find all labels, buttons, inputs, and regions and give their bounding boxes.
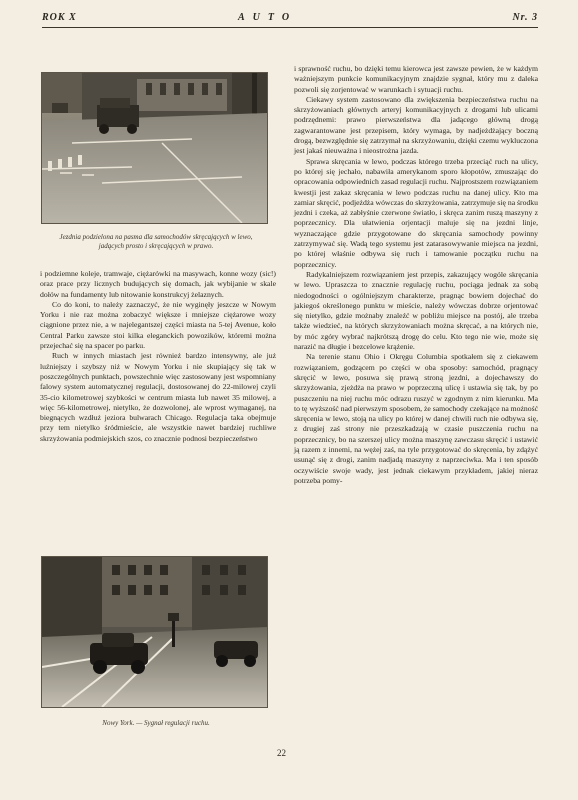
left-paragraph: Ruch w innych miastach jest również bardzo intensywny, ale już luźniejszy i szybszy niż w Nowym Yorku i nie skupiający się tak w poszczególnych punktach, powszechnie więc zastosowany jest wspomniany falowy system automatycznej regulacji, dostosowanej do 22-milowej czyli 35-cio kilometrowej szybkości w centrum miasta lub nawet 35 milowej, a więc 56-kilometrowej, nietylko, że dozwolonej, ale wprost wymaganej, na biegnących wzdłuż jeziora bulwarach Chicago. Regulacja taka obejmuje przy tem nietylko śródmieście, ale wszystkie nawet bardziej ruchliwe skrzyżowania podmiejskich szos, co znacznie podnosi bezpieczeństwo xyxy=(40,351,276,443)
header-rule xyxy=(42,27,538,28)
photo-lane-markings xyxy=(41,72,268,224)
header-issue: Nr. 3 xyxy=(512,12,538,23)
running-header xyxy=(42,12,538,26)
street-photo-image xyxy=(42,73,267,223)
left-column xyxy=(40,269,276,444)
page-number: 22 xyxy=(277,748,286,758)
right-paragraph: Ciekawy system zastosowano dla zwiększenia bezpieczeństwa ruchu na skrzyżowaniach głównych arteryj komunikacyjnych z drogami lub ulicami podrzędnemi: prawo pierwszeństwa dla jadącego główną drogą zagwarantowane jest przepisem, który wymaga, by nadjeżdżający boczną drogą, bezwzględnie się zatrzymał na skrzyżowaniu, dzięki czemu wykluczona jest jakaś nieuważna i nieostrożna jazda. xyxy=(294,94,538,156)
right-paragraph: Na terenie stanu Ohio i Okręgu Columbia spotkałem się z ciekawem rozwiązaniem, godzącem po części w oba sposoby: samochód, pragnący skręcić w lewo, posuwa się prawą stroną jezdni, a dojechawszy do skrzyżowania, zjeżdża na prawo w poprzeczną ulicę i ustawia się tak, by po puszczeniu na niej ruchu móc odrazu ruszyć w zgodnym z nim kierunku. Ma to tę wyższość nad pierwszym sposobem, że samochody czekające na możność skręcenia w lewo, stoją na ulicy po której w danej chwili ruch nie odbywa się, z drugiej zaś strony nie przeszkadzają w czasie puszczenia ruchu na poprzecznicy, bo na szerszej ulicy można maszynę zawczasu skręcić i ustawić ją razem z innemi, na wężej zaś, na tyle przygotować do skręcenia, by zdążyć usunąć się z drogi, zanim nadjadą maszyny z naprzeciwka. Ma i ten sposób oczywiście swoje wady, jest jednak ciekawym przykładem, jakiej nieraz potrzeba pomy- xyxy=(294,352,538,485)
figure2-caption: Nowy York. — Sygnał regulacji ruchu. xyxy=(102,719,210,727)
left-paragraph: i podziemne koleje, tramwaje, ciężarówki na masywach, konne wozy (sic!) oraz prace przy licznych budujących się domach, jak wybijanie w skale dołów na fundamenty lub nitowanie konstrukcyj żelaznych. xyxy=(40,269,276,299)
photo-new-york-signal xyxy=(41,556,268,708)
header-volume: ROK X xyxy=(42,12,77,23)
figure1-caption: Jezdnia podzielona na pasma dla samochodów skręcających w lewo, jadących prosto i skręcających w prawo. xyxy=(59,233,253,250)
right-paragraph: Radykalniejszem rozwiązaniem jest przepis, zakazujący wogóle skręcania w lewo. Upraszcza to znacznie regulację ruchu, pociąga jednak za sobą niedogodności o ogólniejszym charakterze, pragnąc bowiem dojechać do jakiegoś określonego punktu w mieście, należy wówczas dobrze orjentować się nietylko, gdzie możnaby znaleźć w pobliżu miejsce na postój, ale trzeba także wiedzieć, na których skrzyżowaniach można skręcać, a na których nie, by móc zgóry wybrać najkrótszą drogę do celu. Kto tego nie wie, może się narazić na długie i bezcelowe krążenie. xyxy=(294,269,538,352)
new-york-photo-image xyxy=(42,557,267,707)
right-paragraph: Sprawa skręcania w lewo, podczas którego trzeba przeciąć ruch na ulicy, po której się jechało, nabawiła amerykanom sporo kłopotów, zmuszając do opracowania odpowiednich zasad regulacji ruchu. Najprostszem rozwiązaniem kwestji jest zakaz skręcania w lewo podczas ruchu na danej ulicy. Kto ma zamiar skręcić, podjeżdża wówczas do skrzyżowania, zatrzymuje się na środku jezdni i czeka, aż zabłyśnie czerwone światło, i skręca zanim ruszą maszyny z poprzecznicy. Dla ułatwienia orjentacji maluje się na jezdni linje, wyznaczające gdzie przygotowane do skręcania samochody powinny zatrzymywać się. Wadą tego systemu jest zatarasowywanie miejsca na jezdni, po której właśnie odbywa się ruch i tamowanie początku ruchu na poprzecznicy. xyxy=(294,156,538,269)
right-paragraph: i sprawność ruchu, bo dzięki temu kierowca jest zawsze pewien, że w każdym ważniejszym punkcie komunikacyjnym znajdzie sygnał, który mu z daleka pozwoli się zorjentować w warunkach i sytuacji ruchu. xyxy=(294,64,538,94)
left-paragraph: Co do koni, to należy zaznaczyć, że nie wyginęły jeszcze w Nowym Yorku i nie raz można zobaczyć większe i mniejsze ciężarowe wozy ciągnione przez nie, a w najelegantszej części miasta na 5-tej Avenue, koło Central Parku zawsze stoi kilka eleganckich powozików, któremi można przejechać się na spacer po parku. xyxy=(40,299,276,351)
right-column xyxy=(294,64,538,486)
header-title: AUTO xyxy=(238,12,298,23)
